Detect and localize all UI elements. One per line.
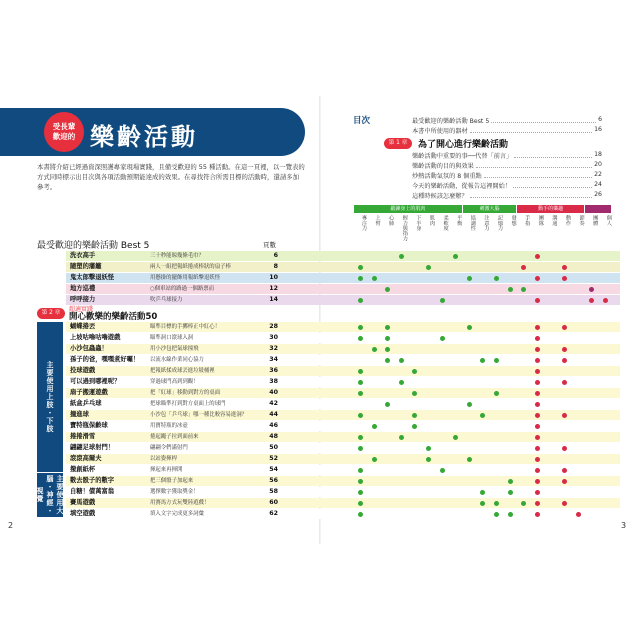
toc-entry: [412, 116, 602, 125]
toc-entry-title: 本書中所使用的器材: [412, 128, 468, 135]
table-row: [66, 284, 620, 294]
effect-dot: [535, 336, 540, 341]
effect-dot: [358, 336, 363, 341]
effect-dot: [385, 325, 390, 330]
effect-dot: [399, 254, 404, 259]
activity-name: 隨塑的藩籬: [70, 263, 102, 270]
toc-label: 目次: [353, 116, 371, 126]
effect-dot: [562, 380, 567, 385]
effect-dot: [358, 501, 363, 506]
activity-page: 60: [269, 499, 278, 506]
effect-dot: [535, 446, 540, 451]
activity-page: 34: [269, 356, 278, 363]
intro-text: 本書將介紹已經過資深照護專家現場實踐，且備受歡迎的 55 種活動。在這一頁裡，以一覽表的方式同時標示出目次與各項活動預期能達成的效果。在尋找符合所需目標的活動時，還請多加參考。: [37, 163, 305, 191]
column-header: 發想: [510, 215, 517, 226]
table-row: [66, 355, 620, 365]
activity-name: 撞進球: [70, 411, 89, 418]
effect-dot: [385, 358, 390, 363]
effect-dot: [535, 325, 540, 330]
effect-dot: [385, 287, 390, 292]
effect-dot: [535, 413, 540, 418]
effect-dot: [603, 298, 608, 303]
effect-dot: [535, 501, 540, 506]
effect-dot: [535, 298, 540, 303]
effect-dot: [372, 276, 377, 281]
effect-dot: [440, 336, 445, 341]
activity-page: 30: [269, 334, 278, 341]
effect-dot: [535, 254, 540, 259]
activity-name: 扇子搬運遊戲: [70, 389, 108, 396]
table-row: [66, 476, 620, 486]
table-row: [66, 432, 620, 442]
activity-page: 38: [269, 378, 278, 385]
effect-dot: [426, 446, 431, 451]
activity-description: 小沙包「乒乓球」哪一種比較容易進洞？: [150, 412, 248, 418]
effect-dot: [358, 512, 363, 517]
toc-leader: [484, 171, 592, 178]
effect-dot: [412, 391, 417, 396]
table-row: [66, 262, 620, 272]
toc-entry-title: 樂齡活動的目的與效果: [412, 163, 474, 170]
column-header: 握力與指力: [401, 215, 408, 241]
column-header: 平衡: [456, 215, 463, 226]
activity-page: 36: [269, 367, 278, 374]
effect-dot: [480, 413, 485, 418]
activity-description: 瞄準洞口滾球入洞: [150, 335, 194, 341]
effect-dot: [372, 424, 377, 429]
effect-dot: [535, 468, 540, 473]
effect-dot: [372, 347, 377, 352]
column-header: 團體: [592, 215, 599, 226]
activity-description: 用賽馬方式玩雙陸遊戲！: [150, 500, 210, 506]
effect-dot: [494, 512, 499, 517]
effect-dot: [494, 391, 499, 396]
effect-dot: [562, 276, 567, 281]
chapter2-title: 開心歡樂的樂齡活動50: [69, 312, 158, 322]
effect-dot: [358, 380, 363, 385]
activity-page: 52: [269, 455, 278, 462]
effect-dot: [399, 380, 404, 385]
activity-description: 用小沙包把氣球撞飛: [150, 346, 199, 352]
activity-page: 40: [269, 389, 278, 396]
activity-description: 瞄準目標的手擲棒正中紅心！: [150, 324, 221, 330]
column-header: 個人: [605, 215, 612, 226]
column-header: 專注力: [361, 215, 367, 231]
effect-dot: [562, 468, 567, 473]
table-row: [66, 399, 620, 409]
category-bar: [585, 205, 611, 213]
page-number-right: 3: [621, 521, 627, 530]
activity-page: 14: [269, 296, 278, 303]
activity-description: 吹乒乓球接力: [150, 297, 183, 303]
toc-entry-page: 22: [594, 171, 602, 178]
effect-dot: [426, 457, 431, 462]
table-row: [66, 454, 620, 464]
activity-name: 翩翩足球射門！: [70, 444, 115, 451]
table-row: [66, 388, 620, 398]
page-title: 樂齡活動: [90, 123, 198, 151]
activity-page: 32: [269, 345, 278, 352]
table-row: [66, 295, 620, 305]
column-header: 手指: [524, 215, 531, 226]
table-row: [66, 443, 620, 453]
effect-dot: [562, 347, 567, 352]
effect-dot: [562, 446, 567, 451]
effect-dot: [480, 501, 485, 506]
effect-dot: [576, 512, 581, 517]
activity-page: 56: [269, 477, 278, 484]
effect-dot: [412, 369, 417, 374]
activity-page: 46: [269, 422, 278, 429]
activity-description: 穿過球門高到到觀！: [150, 379, 199, 385]
effect-dot: [358, 298, 363, 303]
activity-description: 把「紅球」移動到對方的桌面: [150, 390, 221, 396]
column-header: 肌肉: [429, 215, 435, 226]
toc-leader: [476, 161, 592, 168]
effect-dot: [467, 325, 472, 330]
activity-description: 捲起繩子拉到面前來: [150, 434, 199, 440]
toc-entry-title: 炒熱活動氣氛的 8 個重點: [412, 173, 482, 180]
effect-dot: [358, 479, 363, 484]
effect-dot: [535, 402, 540, 407]
activity-page: 48: [269, 433, 278, 440]
table-row: [66, 251, 620, 261]
toc-leader: [513, 181, 592, 188]
column-header: 柔軟度: [442, 215, 449, 231]
activity-description: 把報紙揉成球丟進垃圾桶裡: [150, 368, 215, 374]
activity-page: 42: [269, 400, 278, 407]
effect-dot: [453, 254, 458, 259]
activity-name: 呼呼接力: [70, 296, 96, 303]
table-row: [66, 333, 620, 343]
effect-dot: [467, 276, 472, 281]
effect-dot: [385, 336, 390, 341]
activity-name: 數去骰子的數字: [70, 477, 115, 484]
effect-dot: [589, 298, 594, 303]
effect-dot: [412, 413, 417, 418]
effect-dot: [535, 391, 540, 396]
toc-entry-page: 26: [594, 191, 602, 198]
activity-page: 8: [273, 263, 278, 270]
effect-dot: [535, 512, 540, 517]
effect-dot: [535, 479, 540, 484]
activity-description: 兩人一組把報紙捲成棒狀的扇子棒: [150, 264, 231, 270]
table-row: [66, 273, 620, 283]
chapter-badge: 第 1 章: [384, 138, 412, 149]
activity-description: 翩翩令們滿射門: [150, 445, 188, 451]
toc-entry: [412, 161, 602, 170]
effect-dot: [358, 446, 363, 451]
toc-entry: [412, 151, 602, 160]
activity-description: 用懸掛的擺飾用報紙撃退妖怪: [150, 275, 221, 281]
effect-dot: [467, 457, 472, 462]
activity-page: 44: [269, 411, 278, 418]
toc-leader: [491, 116, 596, 123]
table-row: [66, 377, 620, 387]
effect-dot: [508, 512, 513, 517]
effect-dot: [535, 380, 540, 385]
activity-name: 寶特瓶保齡球: [70, 422, 108, 429]
activity-name: 可以過到哪裡呢？: [70, 378, 121, 385]
activity-name: 滾滾高爾夫: [70, 455, 102, 462]
effect-dot: [440, 298, 445, 303]
toc-entry-page: 16: [594, 126, 602, 133]
effect-dot: [358, 435, 363, 440]
effect-dot: [521, 501, 526, 506]
effect-dot: [535, 369, 540, 374]
column-header: 記憶力: [497, 215, 503, 231]
activity-description: 三十秒能晾幾條毛巾？: [150, 253, 204, 259]
toc-entry-page: 6: [598, 116, 602, 123]
effect-dot: [589, 287, 594, 292]
activity-name: 小沙包蟲蟲！: [70, 345, 108, 352]
activity-description: 揮起來再揮開: [150, 467, 183, 473]
toc-entry-title: 最受歡迎的樂齡活動 Best 5: [412, 118, 490, 125]
activity-description: 用寶特瓶的冰壺: [150, 423, 188, 429]
page-number-left: 2: [8, 521, 14, 530]
column-header: 協調性: [469, 215, 476, 231]
activity-name: 蝴蝶捲丟: [70, 323, 96, 330]
table-row: [66, 344, 620, 354]
toc-leader: [514, 151, 592, 158]
effect-dot: [535, 435, 540, 440]
column-header: 節奏: [578, 215, 585, 226]
effect-dot: [480, 358, 485, 363]
effect-dot: [494, 501, 499, 506]
effect-dot: [480, 490, 485, 495]
activity-name: 紙盒乒乓球: [70, 400, 102, 407]
effect-dot: [453, 435, 458, 440]
activity-page: 10: [269, 274, 278, 281]
toc-leader: [470, 191, 592, 198]
toc-entry-title: 樂齡活動中重要的事──代替「前言」: [412, 153, 513, 160]
toc-entry: [412, 191, 602, 200]
toc-leader: [470, 126, 592, 133]
activity-name: 撥創紙杯: [70, 466, 96, 473]
effect-dot: [521, 287, 526, 292]
category-bar: 鍛鍊身上的肌肉: [354, 205, 462, 213]
activity-description: 以流水線作業同心協力: [150, 357, 204, 363]
effect-dot: [412, 424, 417, 429]
toc-entry: [412, 181, 602, 190]
activity-name: 賽馬遊戲: [70, 499, 96, 506]
toc-entry-page: 24: [594, 181, 602, 188]
activity-description: 把球瞄準打到對方桌面上的球門: [150, 401, 226, 407]
table-row: [66, 322, 620, 332]
activity-description: 選擇數字獲取獎金！: [150, 489, 199, 495]
effect-dot: [358, 265, 363, 270]
activity-name: 捲捲滑雪: [70, 433, 96, 440]
activity-page: 12: [269, 285, 278, 292]
chapter-title: 為了開心進行樂齡活動: [418, 140, 509, 150]
activity-name: 投球遊戲: [70, 367, 96, 374]
column-header: 注意力: [483, 215, 490, 231]
activity-description: 把三個骰子加起來: [150, 478, 194, 484]
effect-dot: [535, 347, 540, 352]
effect-dot: [358, 325, 363, 330]
column-header: 心肺: [388, 215, 395, 226]
group-label-brain: 主要使用大腦・神經・視覺: [36, 475, 64, 515]
effect-dot: [562, 358, 567, 363]
activity-name: 地方巡禮: [70, 285, 96, 292]
table-row: [66, 421, 620, 431]
effect-dot: [385, 347, 390, 352]
activity-page: 58: [269, 488, 278, 495]
table-row: [66, 509, 620, 519]
effect-dot: [372, 457, 377, 462]
effect-dot: [562, 265, 567, 270]
effect-dot: [535, 490, 540, 495]
activity-description: 以站姿揮桿: [150, 456, 177, 462]
effect-dot: [494, 358, 499, 363]
effect-dot: [562, 325, 567, 330]
table-row: [66, 410, 620, 420]
effect-dot: [535, 358, 540, 363]
effect-dot: [426, 265, 431, 270]
effect-dot: [358, 413, 363, 418]
column-header: 上臂: [374, 215, 381, 226]
effect-dot: [562, 479, 567, 484]
activity-page: 50: [269, 444, 278, 451]
category-bar: 動手的樂趣: [517, 205, 584, 213]
activity-name: 孫子的爸，嘿嘿煮好囉！: [70, 356, 140, 363]
effect-dot: [508, 490, 513, 495]
effect-dot: [521, 265, 526, 270]
toc-entry-page: 20: [594, 161, 602, 168]
column-header: 下半身: [415, 215, 422, 231]
activity-page: 54: [269, 466, 278, 473]
activity-page: 28: [269, 323, 278, 330]
activity-name: 填空遊戲: [70, 510, 96, 517]
table-row: [66, 498, 620, 508]
chapter2-header: [37, 306, 620, 320]
effect-dot: [508, 479, 513, 484]
column-header: 團隊: [537, 215, 544, 226]
banner-badge: 受長輩歡迎的: [44, 112, 84, 152]
effect-dot: [508, 287, 513, 292]
page-column-header: 頁數: [263, 241, 276, 249]
toc-entry-title: 這種時候該怎麼辦？: [412, 193, 468, 200]
group-label-limbs: 主要使用上肢・下肢: [37, 322, 63, 472]
toc-entry-title: 今天的樂齡活動，從報告這裡開始！: [412, 183, 511, 190]
effect-dot: [358, 490, 363, 495]
effect-dot: [440, 468, 445, 473]
effect-dot: [358, 468, 363, 473]
effect-dot: [399, 435, 404, 440]
column-header: 溝通: [551, 215, 558, 226]
effect-dot: [358, 369, 363, 374]
effect-dot: [535, 457, 540, 462]
activity-name: 上坡咕嚕咕嚕遊戲: [70, 334, 121, 341]
effect-dot: [535, 276, 540, 281]
effect-dot: [399, 358, 404, 363]
chapter2-badge: 第 2 章: [37, 308, 65, 319]
table-row: [66, 465, 620, 475]
activity-page: 6: [273, 252, 278, 259]
best5-title: 最受歡迎的樂齡活動 Best 5: [37, 241, 150, 251]
activity-name: 鬼太郎撃退妖怪: [70, 274, 115, 281]
toc-entry-page: 18: [594, 151, 602, 158]
effect-dot: [562, 413, 567, 418]
activity-page: 62: [269, 510, 278, 517]
effect-dot: [494, 276, 499, 281]
category-bar: 刺激大腦: [463, 205, 516, 213]
activity-name: 洗衣高手: [70, 252, 96, 259]
chapter2-subtitle: 超適實踐: [69, 306, 94, 313]
table-row: [66, 487, 620, 497]
effect-dot: [358, 391, 363, 396]
effect-dot: [535, 424, 540, 429]
effect-dot: [562, 501, 567, 506]
activity-description: 填入文字完成更多詞彙: [150, 511, 204, 517]
table-row: [66, 366, 620, 376]
effect-dot: [358, 276, 363, 281]
effect-dot: [385, 402, 390, 407]
activity-name: 自糖！債萬富翁: [70, 488, 115, 495]
activity-description: ○個車站的路過一個路票而: [150, 286, 215, 292]
toc-entry: [412, 171, 602, 180]
toc-entry: [412, 126, 602, 135]
effect-dot: [467, 402, 472, 407]
column-header: 動作: [565, 215, 571, 226]
